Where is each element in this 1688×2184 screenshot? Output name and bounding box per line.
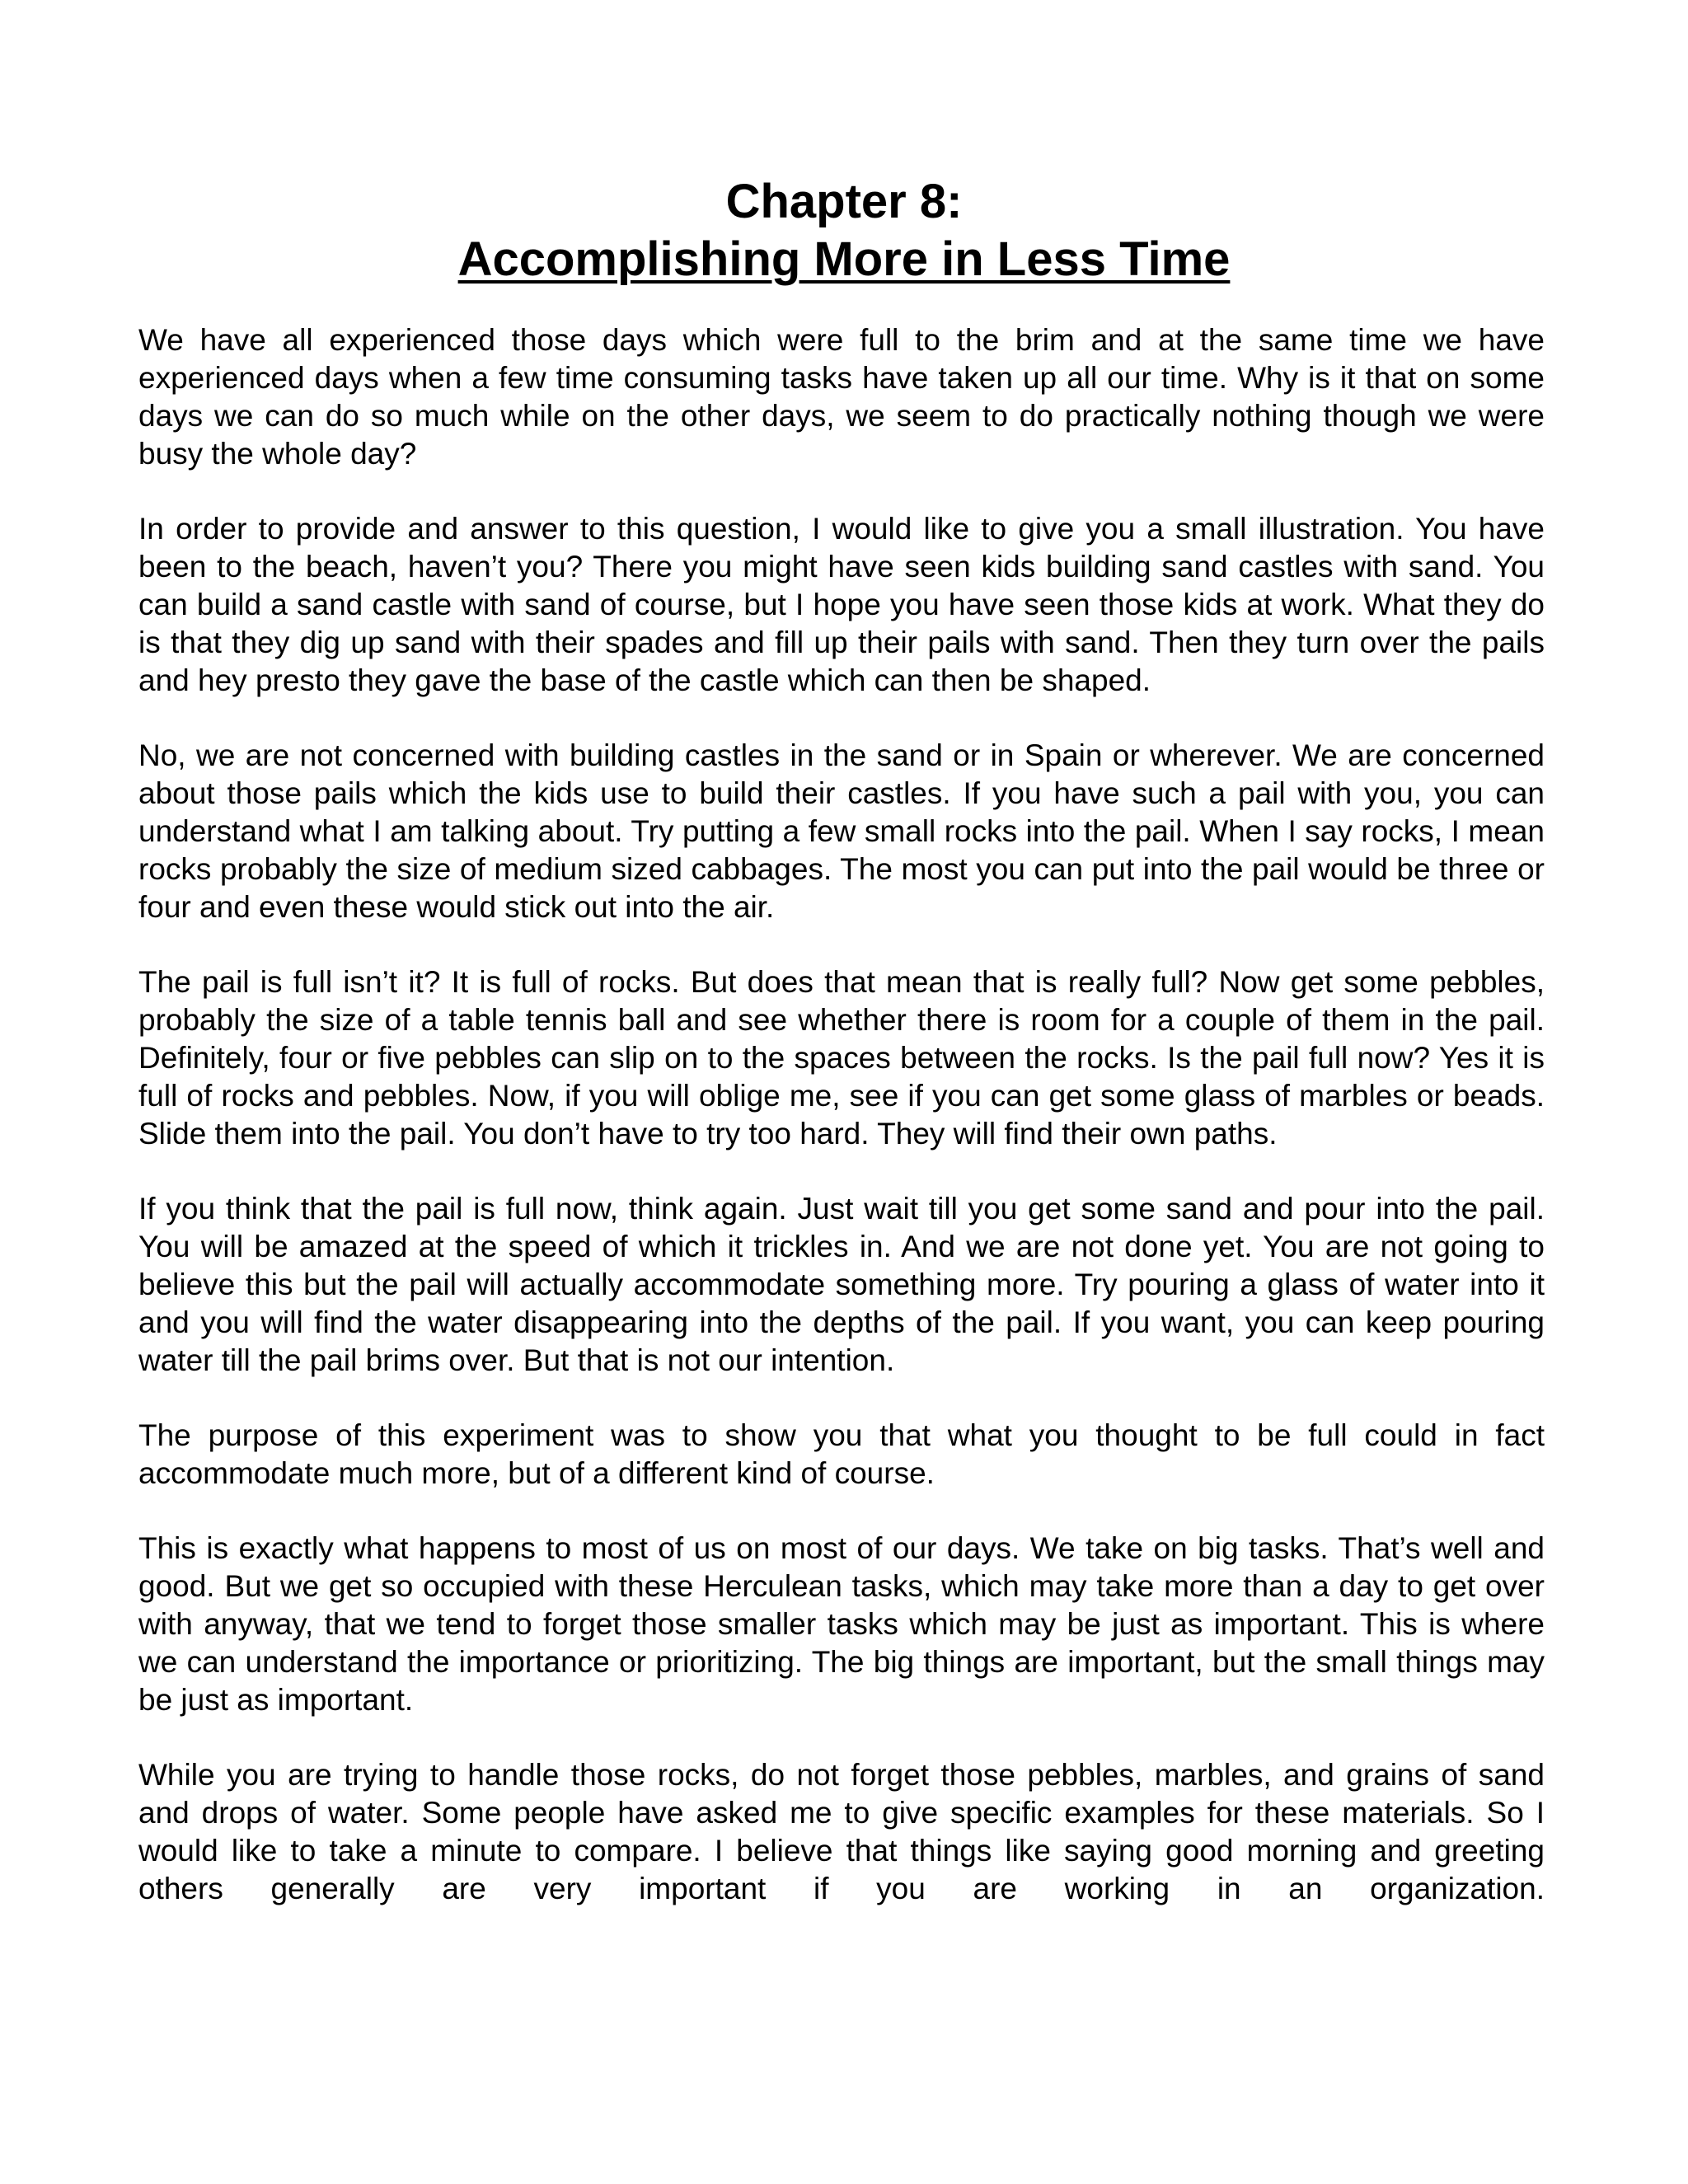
paragraph-5: If you think that the pail is full now, think again. Just wait till you get some sand and pour into the pail. You will be amazed at the speed of which it trickles in. And we are not done yet. You are not going to believe this but the pail will actually accommodate something more. Try pouring a glass of water into it and you will find the water disappearing into the depths of the pail. If you want, you can keep pouring water till the pail brims over. But that is not our intention. [138,1192,1545,1377]
body-text [138,321,1545,1908]
paragraph-6: The purpose of this experiment was to show you that what you thought to be full could in fact accommodate much more, but of a different kind of course. [138,1418,1545,1490]
paragraph-7: This is exactly what happens to most of us on most of our days. We take on big tasks. That’s well and good. But we get so occupied with these Herculean tasks, which may take more than a day to get over with anyway, that we tend to forget those smaller tasks which may be just as important. This is where we can understand the importance or prioritizing. The big things are important, but the small things may be just as important. [138,1531,1545,1717]
chapter-heading [0,173,1688,288]
chapter-number: Chapter 8: [725,175,963,228]
paragraph-1: We have all experienced those days which were full to the brim and at the same time we have experienced days when a few time consuming tasks have taken up all our time. Why is it that on some days we can do so much while on the other days, we seem to do practically nothing though we were busy the whole day? [138,323,1545,471]
chapter-title-line [0,231,1688,288]
chapter-title: Accomplishing More in Less Time [457,232,1231,286]
paragraph-2: In order to provide and answer to this question, I would like to give you a small illustration. You have been to the beach, haven’t you? There you might have seen kids building sand castles with sand. You can build a sand castle with sand of course, but I hope you have seen those kids at work. What they do is that they dig up sand with their spades and fill up their pails with sand. Then they turn over the pails and hey presto they gave the base of the castle which can then be shaped. [138,512,1545,697]
paragraph-4: The pail is full isn’t it? It is full of rocks. But does that mean that is really full? Now get some pebbles, probably the size of a table tennis ball and see whether there is room for a couple of them in the pail. Definitely, four or five pebbles can slip on to the spaces between the rocks. Is the pail full now? Yes it is full of rocks and pebbles. Now, if you will oblige me, see if you can get some glass of marbles or beads. Slide them into the pail. You don’t have to try too hard. They will find their own paths. [138,965,1545,1151]
paragraph-3: No, we are not concerned with building castles in the sand or in Spain or wherever. We are concerned about those pails which the kids use to build their castles. If you have such a pail with you, you can understand what I am talking about. Try putting a few small rocks into the pail. When I say rocks, I mean rocks probably the size of medium sized cabbages. The most you can put into the pail would be three or four and even these would stick out into the air. [138,738,1545,924]
paragraph-8: While you are trying to handle those rocks, do not forget those pebbles, marbles, and grains of sand and drops of water. Some people have asked me to give specific examples for these materials. So I would like to take a minute to compare. I believe that things like saying good morning and greeting others generally are very important if you are working in an organization. [138,1758,1545,1905]
